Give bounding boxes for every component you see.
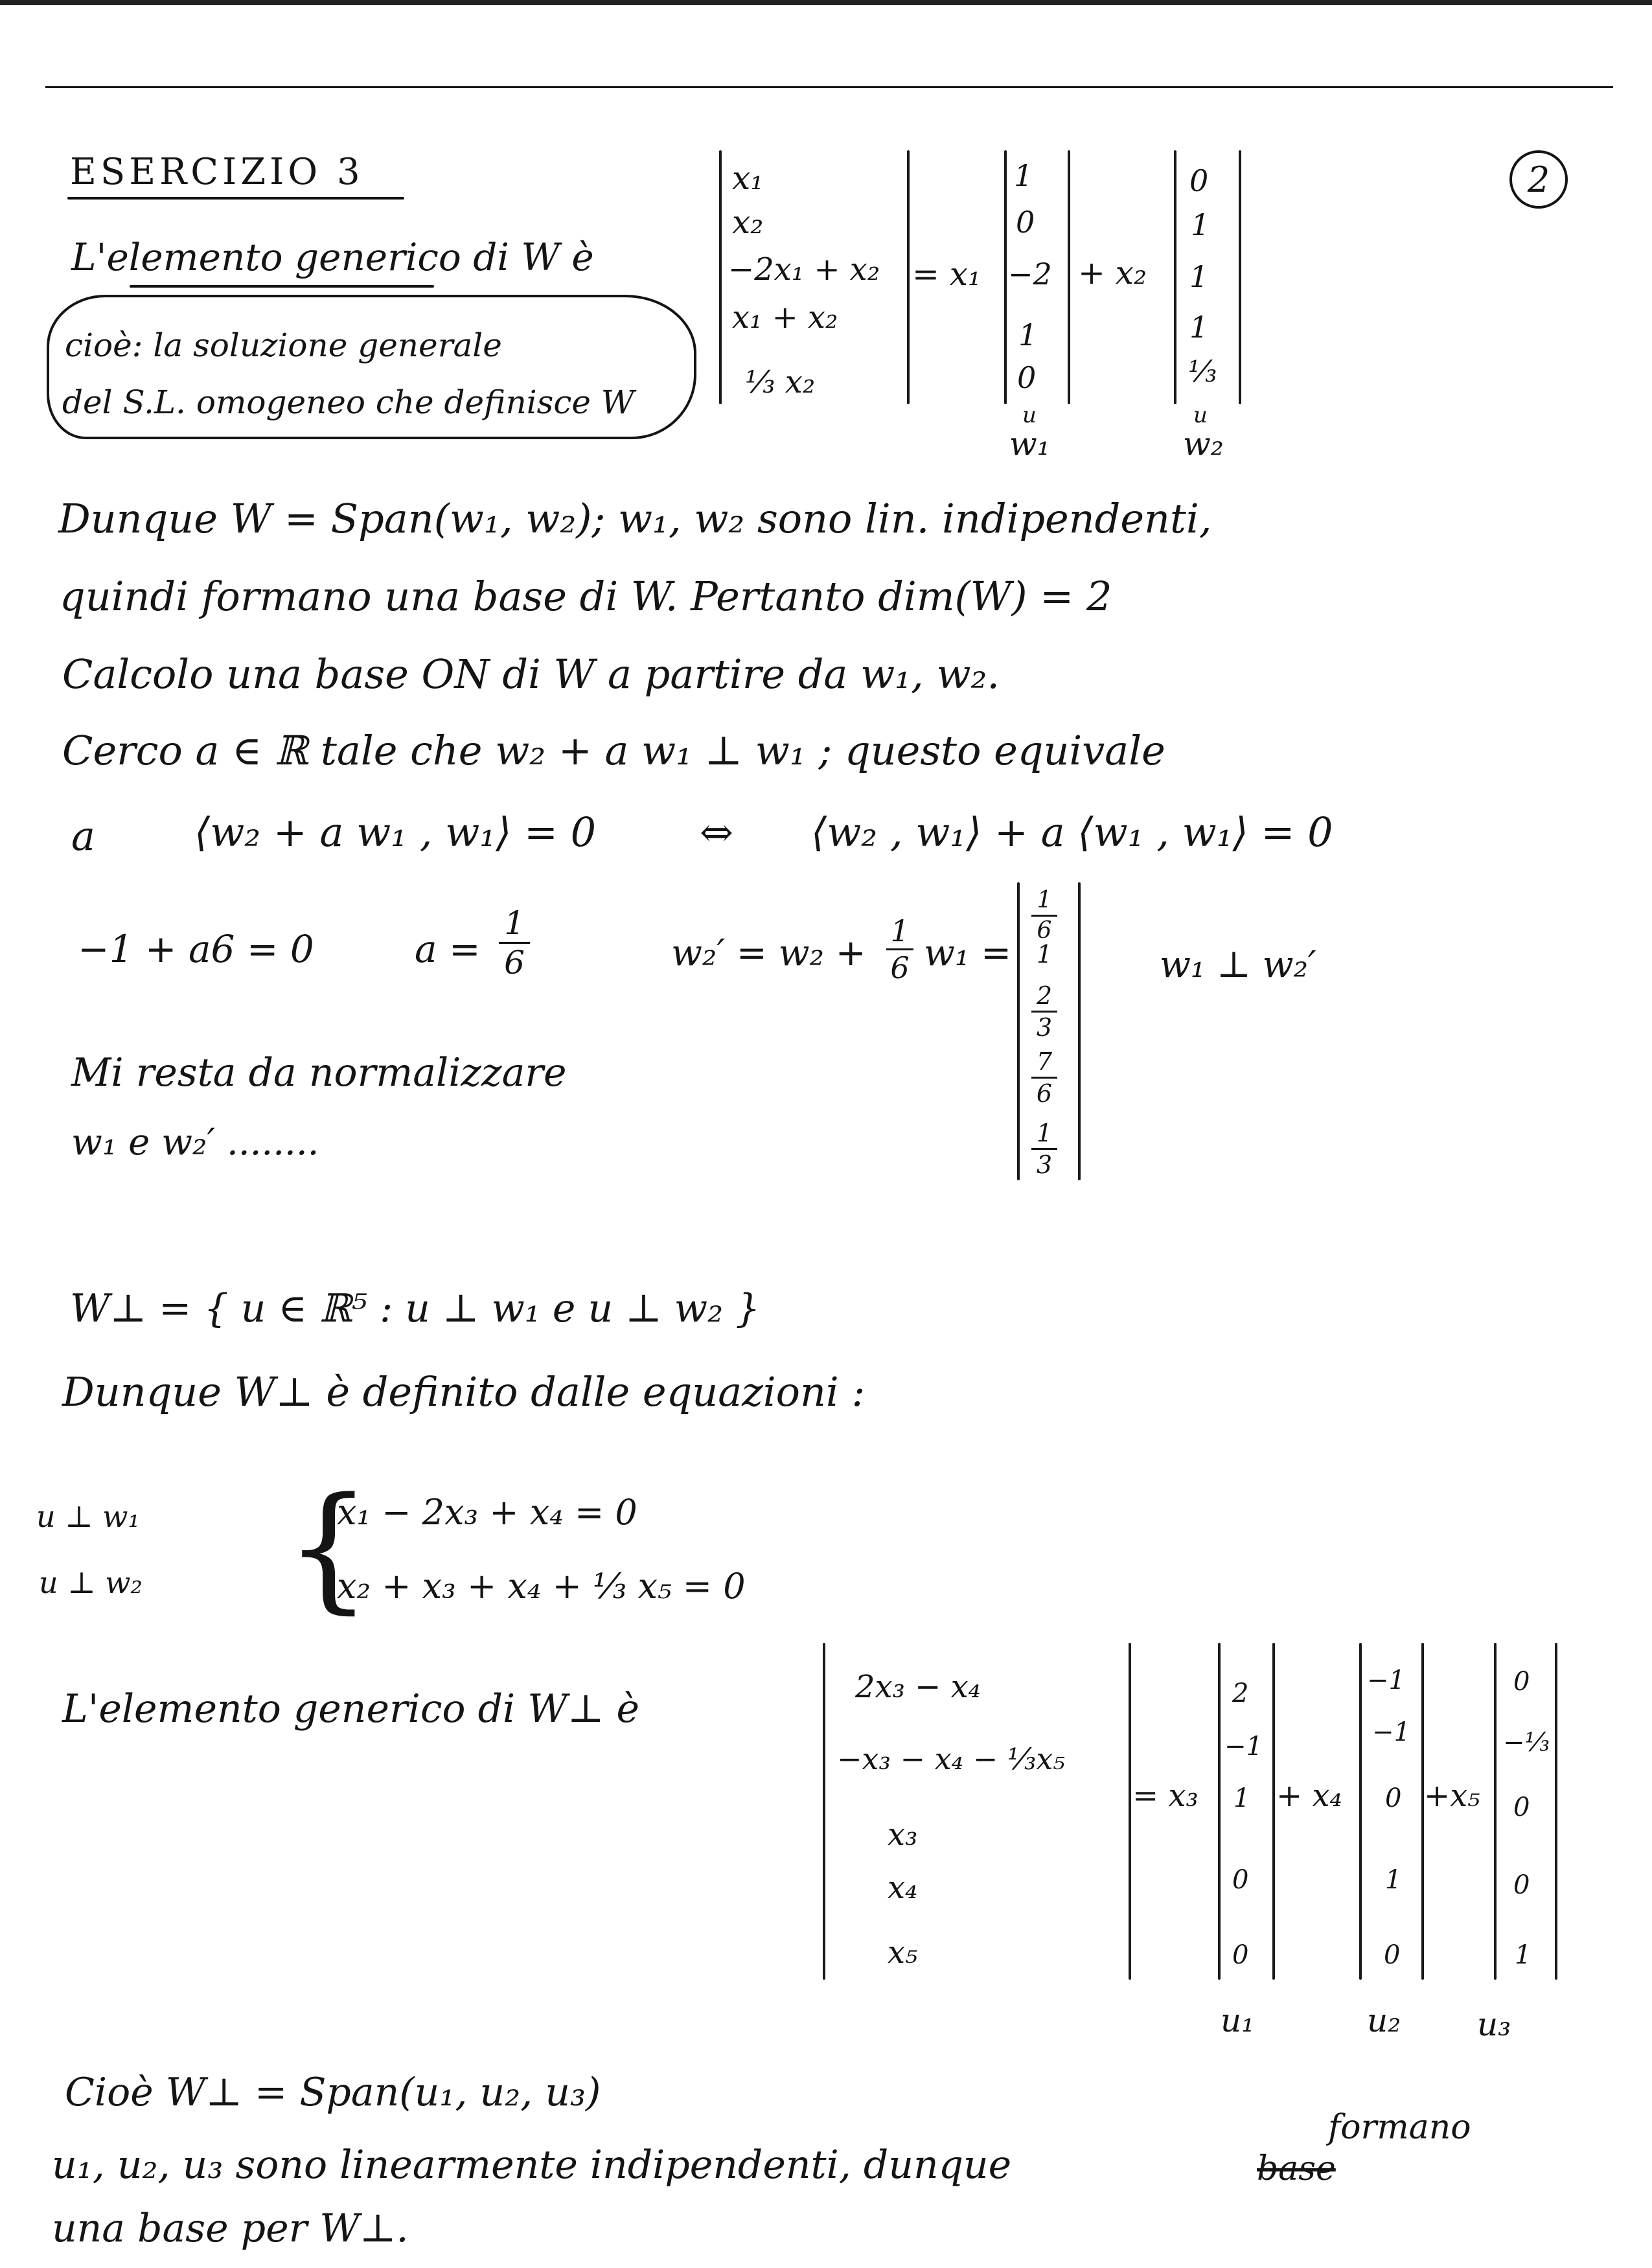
mwp-u2-left-bar (1359, 1643, 1362, 1980)
w2p-cell-2-den: 3 (1036, 1013, 1053, 1042)
w2p-cell-4-den: 3 (1036, 1151, 1053, 1179)
mw-w1-3: 1 (1018, 317, 1038, 352)
mw-w1-2: −2 (1008, 257, 1052, 292)
w2p-cell-4 (1031, 1121, 1057, 1177)
w2p-cell-1: 1 (1037, 940, 1053, 968)
mwp-u2-4: 0 (1384, 1940, 1401, 1970)
w2p-right-bar (1078, 882, 1081, 1180)
mw-w1-left-bar (1004, 150, 1007, 404)
mwp-u3-1: −⅓ (1503, 1728, 1550, 1758)
normalize-line-1: Mi resta da normalizzare (71, 1050, 567, 1095)
mwp-u3-label: u₃ (1477, 2006, 1511, 2043)
w2p-cell-3-num: 7 (1036, 1048, 1053, 1076)
inner-eq-left: ⟨w₂ + a w₁ , w₁⟩ = 0 (194, 808, 597, 856)
wperp-def: W⊥ = { u ∈ ℝ⁵ : u ⊥ w₁ e u ⊥ w₂ } (70, 1286, 761, 1331)
mwp-u1-right-bar (1272, 1643, 1275, 1980)
mw-vec-0: x₁ (732, 159, 764, 197)
solve-a-fraction (499, 904, 530, 981)
w2p-coef-num: 1 (890, 913, 910, 948)
mw-vec-4: ⅓ x₂ (745, 364, 816, 400)
mw-vec-left-bar (719, 150, 722, 404)
para1-line-2: quindi formano una base di W. Pertanto dim(W) = 2 (60, 573, 1112, 620)
conclusion-line-1: Cioè W⊥ = Span(u₁, u₂, u₃) (65, 2070, 601, 2115)
mwp-u1-left-bar (1218, 1643, 1221, 1980)
mwp-u2-label: u₂ (1367, 2002, 1401, 2039)
mwp-vec-1: −x₃ − x₄ − ⅓x₅ (837, 1741, 1065, 1776)
mw-w2-4: ⅓ (1188, 354, 1217, 389)
mwp-vec-left-bar (823, 1643, 825, 1980)
inner-eq-right: ⟨w₂ , w₁⟩ + a ⟨w₁ , w₁⟩ = 0 (811, 808, 1333, 856)
para1-line-3: Calcolo una base ON di W a partire da w₁, w₂. (62, 650, 1000, 698)
inserted-word: formano (1328, 2108, 1471, 2147)
wperp-intro: Dunque W⊥ è definito dalle equazioni : (62, 1368, 866, 1415)
w2p-coef-den: 6 (890, 950, 910, 985)
mw-w1-mark: u (1022, 402, 1037, 428)
w2p-cell-0 (1031, 889, 1057, 943)
scan-top-edge (0, 0, 1652, 5)
w2p-cell-3 (1031, 1049, 1057, 1106)
inner-eq-a: a (71, 812, 95, 860)
mwp-vec-4: x₅ (888, 1934, 918, 1971)
mwp-u1-3: 0 (1232, 1865, 1249, 1895)
mw-w2-0: 0 (1189, 163, 1209, 198)
mwp-u1-4: 0 (1232, 1940, 1249, 1970)
mw-w2-1: 1 (1191, 207, 1210, 242)
mwp-vec-right-bar (1129, 1643, 1131, 1980)
mw-w2-label: w₂ (1183, 425, 1224, 463)
w2p-cell-3-den: 6 (1036, 1079, 1053, 1108)
system-eq-2: x₂ + x₃ + x₄ + ⅓ x₅ = 0 (337, 1566, 746, 1607)
mw-w2-3: 1 (1189, 310, 1209, 345)
mw-vec-right-bar (907, 150, 910, 404)
solve-a-lhs: a = (415, 927, 481, 971)
w2p-cell-2-num: 2 (1036, 981, 1053, 1010)
conclusion-line-3: una base per W⊥. (52, 2206, 409, 2251)
w2p-cell-2 (1031, 983, 1057, 1040)
w2p-mid: w₁ = (924, 932, 1012, 974)
exercise-heading: ESERCIZIO 3 (70, 151, 364, 193)
heading-underline (67, 197, 404, 200)
mwp-vec-3: x₄ (888, 1870, 918, 1906)
mwp-u1-1: −1 (1224, 1732, 1263, 1761)
mw-w1-0: 1 (1014, 158, 1033, 193)
w2p-cell-0-den: 6 (1037, 917, 1052, 944)
solve-a-den: 6 (504, 944, 525, 981)
mwp-vec-2: x₃ (888, 1816, 918, 1853)
mw-w1-right-bar (1068, 150, 1070, 404)
mwp-u2-2: 0 (1385, 1783, 1402, 1813)
mw-w2-right-bar (1239, 150, 1241, 404)
system-cond-1: u ⊥ w₁ (36, 1499, 140, 1534)
mwp-u3-3: 0 (1513, 1870, 1530, 1900)
solve-a-num: 1 (504, 904, 525, 942)
mw-vec-1: x₂ (732, 203, 764, 241)
mwp-u2-3: 1 (1385, 1865, 1402, 1895)
conclusion-line-2: u₁, u₂, u₃ sono linearmente indipendenti, dunque (52, 2142, 1012, 2188)
header-rule (45, 86, 1613, 88)
mwp-u2-1: −1 (1372, 1717, 1410, 1747)
mwp-intro: L'elemento generico di W⊥ è (62, 1686, 639, 1732)
mwp-plus-1: + x₄ (1276, 1778, 1342, 1814)
w2p-left-bar (1017, 882, 1020, 1180)
mwp-u1-0: 2 (1232, 1678, 1249, 1708)
mw-vec-2: −2x₁ + x₂ (728, 251, 880, 288)
w2p-cell-4-num: 1 (1036, 1119, 1053, 1147)
mwp-plus-2: +x₅ (1424, 1778, 1480, 1814)
intro-line: L'elemento generico di W è (71, 235, 594, 279)
mwp-u3-0: 0 (1513, 1667, 1530, 1697)
intro-underline (130, 285, 434, 288)
mwp-u1-label: u₁ (1221, 2002, 1255, 2039)
system-cond-2: u ⊥ w₂ (39, 1565, 143, 1600)
note-line-2: del S.L. omogeneo che definisce W (62, 384, 635, 421)
mwp-u3-2: 0 (1513, 1793, 1530, 1822)
mwp-vec-0: 2x₃ − x₄ (855, 1669, 981, 1705)
solve-eq: −1 + a6 = 0 (78, 927, 314, 971)
normalize-line-2: w₁ e w₂′ ........ (71, 1121, 319, 1163)
mw-eq1: = x₁ (912, 255, 981, 293)
para1-line-1: Dunque W = Span(w₁, w₂); w₁, w₂ sono lin. indipendenti, (58, 495, 1212, 542)
mwp-u1-2: 1 (1233, 1783, 1250, 1813)
inner-eq-iff: ⇔ (700, 808, 733, 856)
mwp-eq: = x₃ (1132, 1778, 1199, 1814)
mw-w2-mark: u (1193, 402, 1208, 428)
mwp-u3-4: 1 (1515, 1940, 1532, 1970)
mwp-u3-left-bar (1494, 1643, 1497, 1980)
w2p-coef (886, 913, 913, 985)
note-line-1: cioè: la soluzione generale (65, 326, 502, 364)
mw-w1-label: w₁ (1009, 425, 1050, 463)
mwp-u2-0: −1 (1367, 1666, 1405, 1695)
mw-vec-3: x₁ + x₂ (732, 299, 838, 336)
system-eq-1: x₁ − 2x₃ + x₄ = 0 (337, 1492, 637, 1533)
struck-word: base (1257, 2149, 1336, 2188)
page-number (1509, 150, 1568, 209)
mw-plus: + x₂ (1078, 254, 1147, 292)
system-brace: { (285, 1468, 372, 1627)
mw-w2-left-bar (1174, 150, 1176, 404)
w2p-cell-0-num: 1 (1037, 887, 1052, 913)
page-number-text: 2 (1527, 159, 1550, 200)
w2p-lhs: w₂′ = w₂ + (671, 932, 866, 974)
para1-line-4: Cerco a ∈ ℝ tale che w₂ + a w₁ ⊥ w₁ ; questo equivale (62, 727, 1165, 774)
mw-w2-2: 1 (1189, 259, 1209, 294)
perp-statement: w₁ ⊥ w₂′ (1160, 944, 1316, 986)
mw-w1-1: 0 (1016, 205, 1035, 240)
mwp-u3-right-bar (1555, 1643, 1557, 1980)
mw-w1-4: 0 (1017, 360, 1037, 395)
